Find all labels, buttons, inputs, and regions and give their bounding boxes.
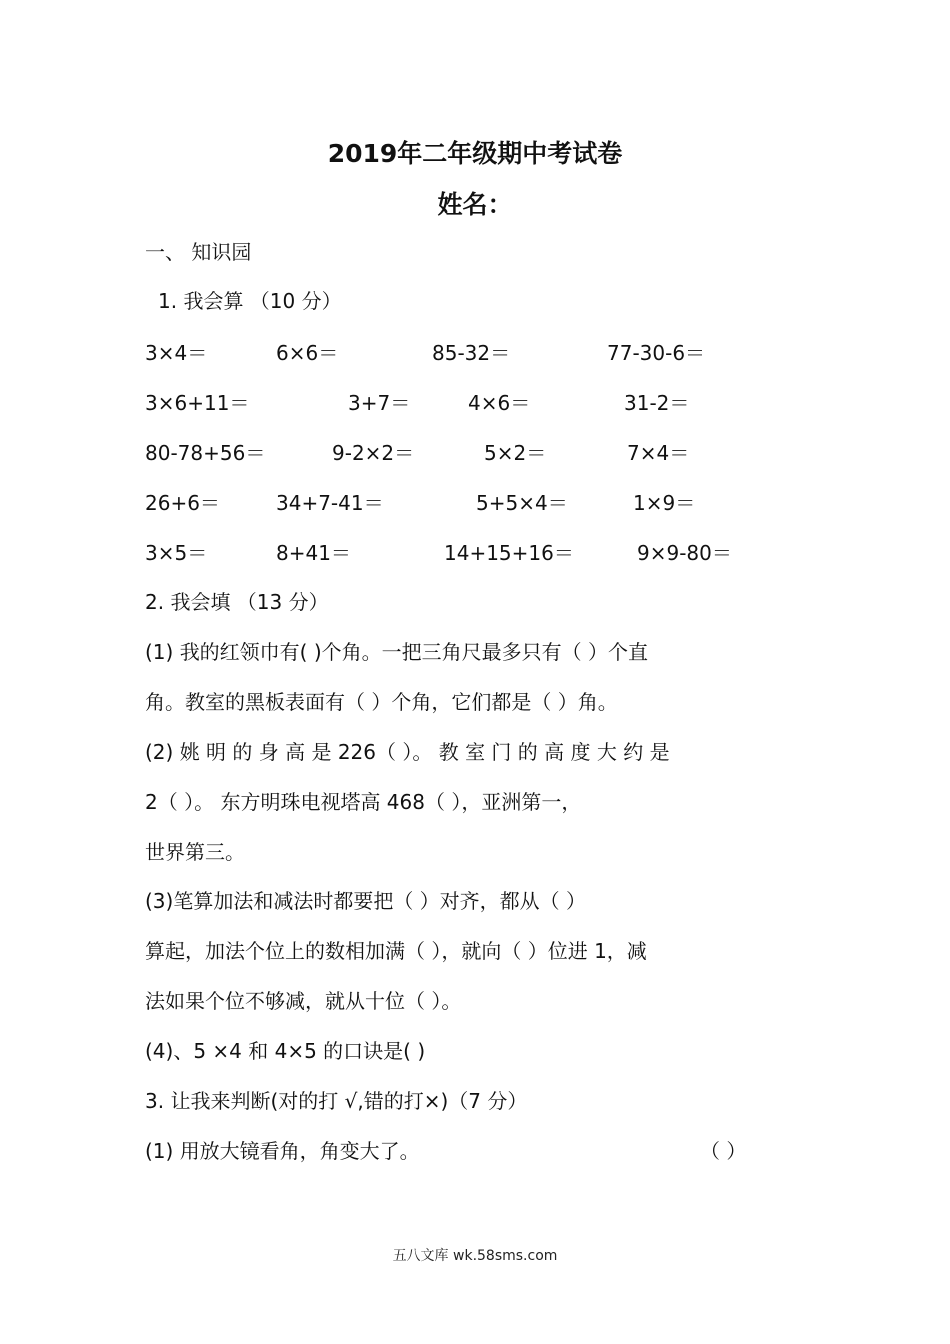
calc-problem: 6×6＝: [276, 341, 339, 365]
calc-problem: 3+7＝: [348, 391, 411, 415]
calc-problem: 1×9＝: [633, 491, 696, 515]
calc-problem: 85-32＝: [432, 341, 511, 365]
calc-problem: 4×6＝: [468, 391, 531, 415]
name-label: 姓名：: [437, 190, 513, 219]
q2-heading: 2. 我会填 （13 分）: [145, 590, 329, 614]
judge-item: (1) 用放大镜看角，角变大了。: [145, 1139, 420, 1163]
calc-problem: 26+6＝: [145, 491, 220, 515]
calc-problem: 3×5＝: [145, 541, 208, 565]
fill-in-line: 角。教室的黑板表面有（ ）个角，它们都是（ ）角。: [145, 690, 618, 714]
fill-in-line: 算起，加法个位上的数相加满（ ），就向（ ）位进 1，减: [145, 939, 647, 963]
calc-problem: 3×6+11＝: [145, 391, 250, 415]
calc-problem: 31-2＝: [624, 391, 690, 415]
fill-in-line: 法如果个位不够减，就从十位（ ）。: [145, 989, 462, 1013]
calc-problem: 77-30-6＝: [607, 341, 706, 365]
q3-heading: 3. 让我来判断(对的打 √,错的打×)（7 分）: [145, 1089, 528, 1113]
fill-in-line: (4)、5 ×4 和 4×5 的口诀是( ): [145, 1039, 426, 1063]
calc-problem: 7×4＝: [627, 441, 690, 465]
calc-problem: 9×9-80＝: [637, 541, 732, 565]
fill-in-line: 世界第三。: [145, 840, 245, 864]
q1-heading: 1. 我会算 （10 分）: [158, 289, 342, 313]
calc-problem: 9-2×2＝: [332, 441, 415, 465]
judge-answer-blank: （ ）: [700, 1139, 747, 1163]
calc-problem: 34+7-41＝: [276, 491, 384, 515]
page-title: 2019年二年级期中考试卷: [327, 139, 623, 168]
calc-problem: 14+15+16＝: [444, 541, 574, 565]
calc-problem: 8+41＝: [276, 541, 351, 565]
section-heading: 一、 知识园: [145, 240, 252, 264]
footer-watermark: 五八文库 wk.58sms.com: [392, 1248, 558, 1264]
calc-problem: 5×2＝: [484, 441, 547, 465]
calc-problem: 80-78+56＝: [145, 441, 266, 465]
fill-in-line: (2) 姚 明 的 身 高 是 226（ ）。 教 室 门 的 高 度 大 约 是: [145, 740, 670, 764]
fill-in-line: 2（ ）。 东方明珠电视塔高 468（ ），亚洲第一，: [145, 790, 582, 814]
calc-problem: 5+5×4＝: [476, 491, 568, 515]
fill-in-line: (1) 我的红领巾有( )个角。一把三角尺最多只有（ ）个直: [145, 640, 649, 664]
fill-in-line: (3)笔算加法和减法时都要把（ ）对齐，都从（ ）: [145, 889, 587, 913]
calc-problem: 3×4＝: [145, 341, 208, 365]
